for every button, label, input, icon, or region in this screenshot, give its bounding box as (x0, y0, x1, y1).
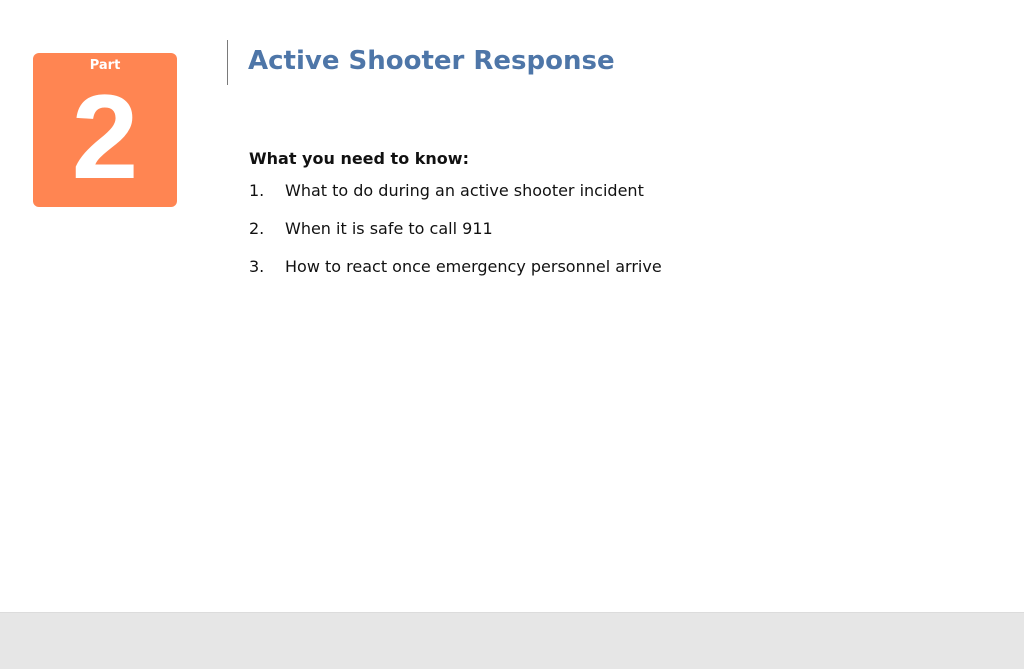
part-number: 2 (71, 70, 139, 204)
list-item (249, 180, 949, 202)
list-item (249, 218, 949, 240)
list-item-text: How to react once emergency personnel arrive (285, 257, 662, 276)
content-section (249, 148, 949, 294)
part-label: Part (89, 58, 121, 73)
list-item-number: 2. (249, 219, 265, 238)
slide-title: Active Shooter Response (248, 46, 615, 76)
list-item-text: When it is safe to call 911 (285, 219, 493, 238)
list-item-text: What to do during an active shooter incident (285, 181, 644, 200)
part-badge (33, 53, 177, 207)
list-item-number: 3. (249, 257, 265, 276)
list-item-number: 1. (249, 181, 265, 200)
title-divider (227, 40, 228, 85)
list-item (249, 256, 949, 278)
numbered-list (249, 180, 949, 278)
footer-bar (0, 612, 1024, 669)
section-heading: What you need to know: (249, 149, 469, 168)
